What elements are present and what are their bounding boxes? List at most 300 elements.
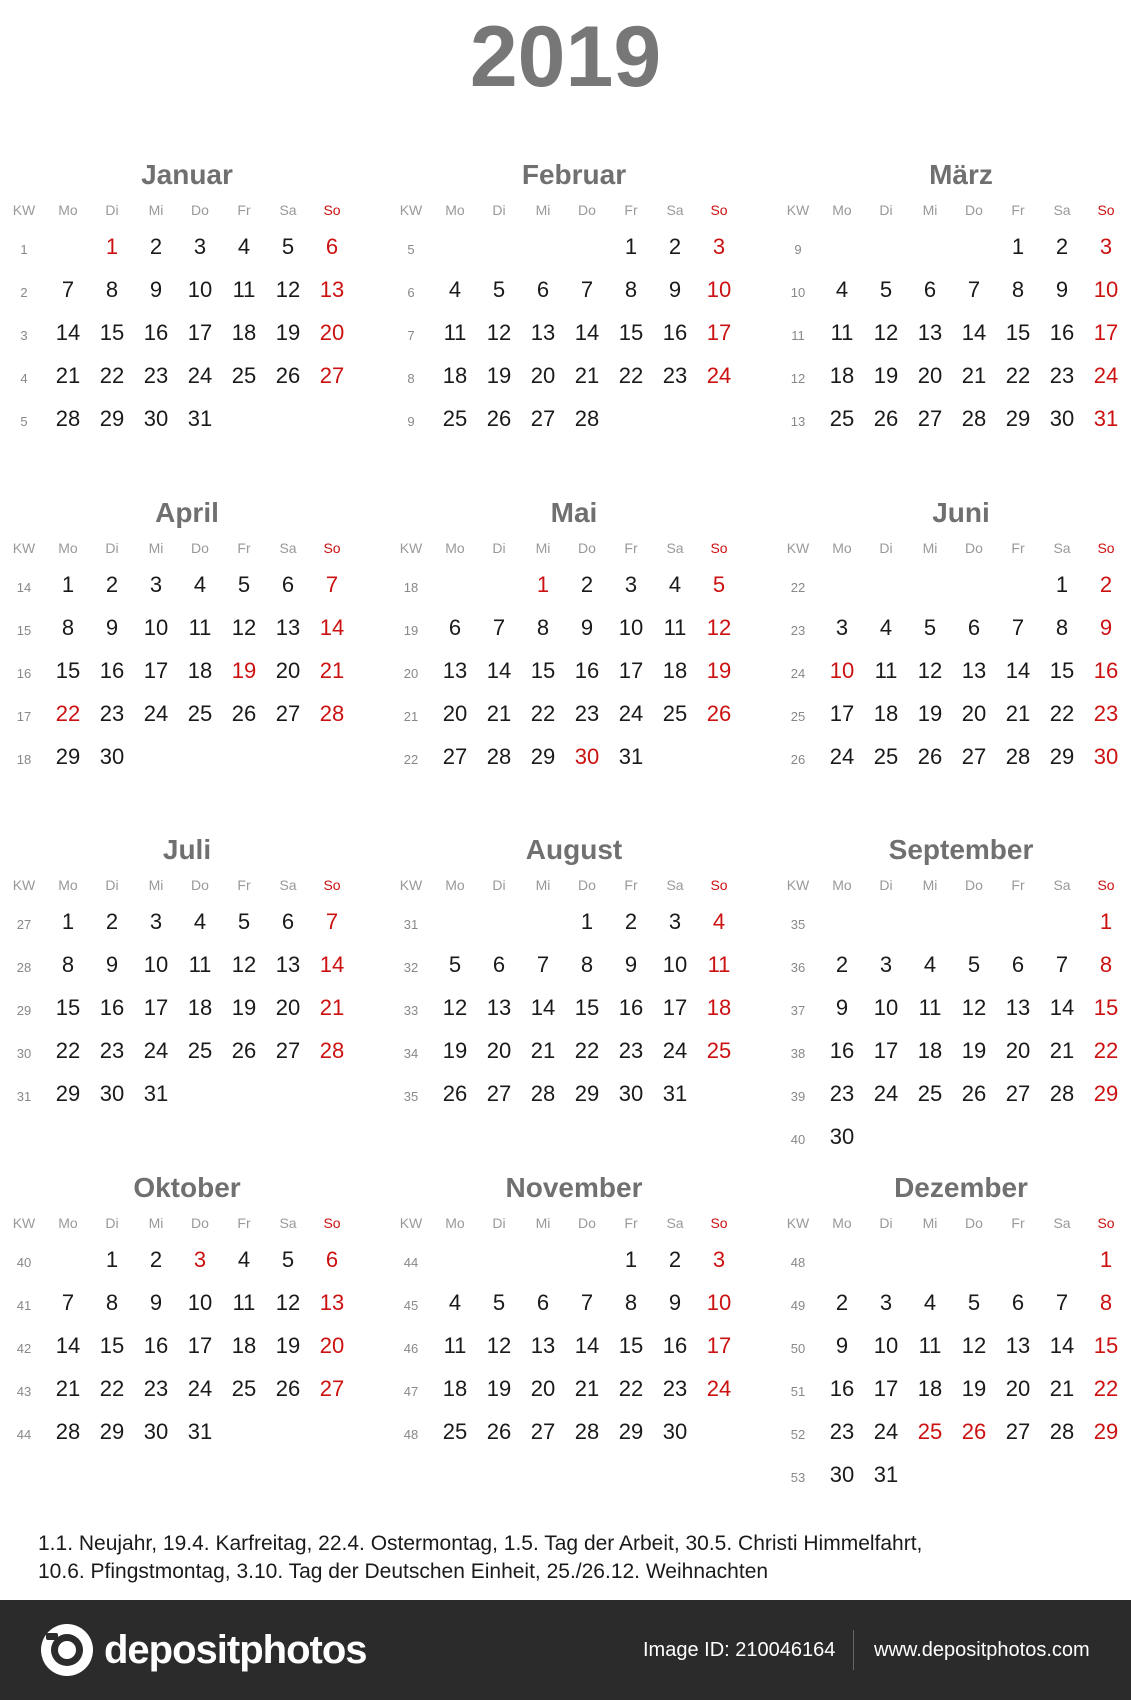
weekday-label: Sa	[279, 877, 297, 893]
day-cell: 20	[1005, 1038, 1031, 1063]
day-cell: 9	[668, 277, 682, 302]
day-cell: 2	[105, 909, 119, 934]
holiday-day-cell: 22	[1093, 1376, 1119, 1401]
day-cell: 25	[187, 1038, 213, 1063]
weekday-label: Sa	[279, 540, 297, 556]
day-cell: 16	[662, 320, 688, 345]
month-name: Februar	[521, 159, 627, 190]
holiday-day-cell: 22	[55, 701, 81, 726]
day-cell: 6	[967, 615, 981, 640]
week-number-header: KW	[12, 202, 36, 218]
day-cell: 1	[580, 909, 594, 934]
day-cell: 9	[580, 615, 594, 640]
day-cell: 15	[55, 658, 81, 683]
day-cell: 28	[574, 406, 600, 431]
week-row	[774, 1075, 1131, 1118]
holiday-day-cell: 29	[1093, 1081, 1119, 1106]
day-cell: 23	[143, 1376, 169, 1401]
day-cell: 17	[187, 1333, 213, 1358]
day-cell: 9	[105, 952, 119, 977]
week-number: 44	[16, 1427, 32, 1442]
day-cell: 16	[1049, 320, 1075, 345]
holiday-day-cell: 1	[1099, 909, 1113, 934]
week-row	[387, 1413, 761, 1456]
day-cell: 17	[829, 701, 855, 726]
weekday-label: Do	[578, 877, 596, 893]
day-cell: 4	[923, 952, 937, 977]
week-row	[387, 228, 761, 271]
weekday-label: Mo	[58, 877, 78, 893]
holiday-day-cell: 18	[706, 995, 732, 1020]
holiday-day-cell: 2	[1099, 572, 1113, 597]
week-number: 3	[20, 328, 28, 343]
week-number-header: KW	[399, 1215, 423, 1231]
holiday-day-cell: 3	[1099, 234, 1113, 259]
day-cell: 11	[918, 1333, 942, 1358]
day-cell: 2	[624, 909, 638, 934]
month-grid	[774, 532, 1131, 781]
week-number: 50	[790, 1341, 806, 1356]
day-cell: 20	[530, 1376, 556, 1401]
weekday-label: Mo	[58, 540, 78, 556]
day-cell: 8	[105, 277, 119, 302]
day-cell: 5	[448, 952, 462, 977]
day-cell: 9	[149, 1290, 163, 1315]
day-cell: 18	[442, 363, 468, 388]
weekday-label: So	[323, 202, 341, 218]
weekday-label: Fr	[624, 1215, 638, 1231]
week-row	[774, 1118, 1131, 1161]
week-number: 40	[16, 1255, 32, 1270]
week-number: 22	[403, 752, 419, 767]
week-number: 26	[790, 752, 806, 767]
day-cell: 19	[486, 363, 512, 388]
day-cell: 14	[55, 320, 81, 345]
day-cell: 28	[55, 1419, 81, 1444]
weekday-label: Fr	[624, 877, 638, 893]
day-cell: 7	[61, 277, 75, 302]
holiday-day-cell: 25	[917, 1419, 943, 1444]
week-row	[774, 1327, 1131, 1370]
day-cell: 22	[55, 1038, 81, 1063]
weekday-label: Do	[191, 540, 209, 556]
day-cell: 28	[574, 1419, 600, 1444]
day-cell: 17	[187, 320, 213, 345]
month-grid	[0, 1207, 374, 1456]
weekday-label: So	[323, 877, 341, 893]
month-grid	[774, 194, 1131, 443]
week-number: 8	[407, 371, 415, 386]
day-cell: 25	[231, 1376, 257, 1401]
day-cell: 22	[1049, 701, 1075, 726]
weekday-label: Mi	[922, 202, 938, 218]
day-cell: 21	[530, 1038, 556, 1063]
weekday-label: Mo	[832, 877, 852, 893]
week-number: 5	[20, 414, 28, 429]
weekday-label: Mo	[832, 1215, 852, 1231]
day-cell: 10	[618, 615, 644, 640]
day-cell: 5	[281, 1247, 295, 1272]
weekday-label: Mi	[922, 877, 938, 893]
day-cell: 21	[1049, 1038, 1075, 1063]
day-cell: 12	[873, 320, 899, 345]
holiday-day-cell: 17	[706, 1333, 732, 1358]
holiday-day-cell: 24	[1093, 363, 1119, 388]
day-cell: 31	[618, 744, 644, 769]
day-cell: 6	[281, 909, 295, 934]
month-name: November	[505, 1172, 643, 1203]
weekday-label: Sa	[279, 1215, 297, 1231]
day-cell: 27	[486, 1081, 512, 1106]
day-cell: 23	[574, 701, 600, 726]
week-row	[0, 652, 374, 695]
day-cell: 10	[187, 1290, 213, 1315]
weekday-label: Fr	[624, 202, 638, 218]
day-cell: 18	[662, 658, 688, 683]
month-name: Mai	[550, 497, 598, 528]
weekday-label: Mo	[445, 1215, 465, 1231]
day-cell: 16	[143, 320, 169, 345]
week-row	[0, 1284, 374, 1327]
day-cell: 24	[829, 744, 855, 769]
holiday-day-cell: 30	[574, 744, 600, 769]
month-name: Januar	[141, 159, 233, 190]
week-number: 42	[16, 1341, 32, 1356]
day-cell: 14	[1049, 1333, 1075, 1358]
week-row	[0, 357, 374, 400]
day-cell: 29	[99, 406, 125, 431]
day-cell: 2	[835, 1290, 849, 1315]
weekday-label: So	[710, 877, 728, 893]
day-cell: 17	[618, 658, 644, 683]
day-cell: 21	[574, 1376, 600, 1401]
weekday-label: Di	[105, 877, 119, 893]
month-2	[387, 158, 761, 478]
weekday-label: Sa	[666, 540, 684, 556]
week-number: 52	[790, 1427, 806, 1442]
day-cell: 1	[1055, 572, 1069, 597]
week-row	[0, 271, 374, 314]
week-number: 6	[407, 285, 415, 300]
month-grid	[774, 869, 1131, 1161]
week-row	[387, 1032, 761, 1075]
week-row	[387, 314, 761, 357]
week-row	[0, 1075, 374, 1118]
day-cell: 4	[237, 234, 251, 259]
day-cell: 7	[492, 615, 506, 640]
month-grid	[0, 532, 374, 781]
day-cell: 3	[149, 572, 163, 597]
day-cell: 11	[830, 320, 854, 345]
day-cell: 23	[662, 1376, 688, 1401]
holiday-day-cell: 20	[319, 320, 345, 345]
day-cell: 15	[99, 1333, 125, 1358]
week-row	[387, 1370, 761, 1413]
day-cell: 10	[662, 952, 688, 977]
day-cell: 1	[624, 234, 638, 259]
day-cell: 26	[275, 1376, 301, 1401]
day-cell: 13	[530, 1333, 556, 1358]
day-cell: 15	[530, 658, 556, 683]
week-number: 2	[20, 285, 28, 300]
weekday-label: Sa	[1053, 1215, 1071, 1231]
week-row	[387, 946, 761, 989]
day-cell: 31	[873, 1462, 899, 1487]
day-cell: 23	[618, 1038, 644, 1063]
month-name: Juli	[162, 834, 212, 865]
week-number: 9	[407, 414, 415, 429]
weekday-label: Di	[879, 877, 893, 893]
day-cell: 13	[275, 952, 301, 977]
week-number-header: KW	[12, 540, 36, 556]
day-cell: 25	[442, 1419, 468, 1444]
week-number: 17	[16, 709, 32, 724]
month-6	[774, 496, 1131, 816]
day-cell: 23	[99, 1038, 125, 1063]
holiday-day-cell: 20	[319, 1333, 345, 1358]
day-cell: 30	[143, 406, 169, 431]
day-cell: 9	[1055, 277, 1069, 302]
day-cell: 18	[187, 658, 213, 683]
week-number-header: KW	[12, 1215, 36, 1231]
day-cell: 21	[961, 363, 987, 388]
day-cell: 2	[105, 572, 119, 597]
day-cell: 7	[967, 277, 981, 302]
day-cell: 15	[618, 1333, 644, 1358]
day-cell: 12	[961, 1333, 987, 1358]
day-cell: 23	[829, 1419, 855, 1444]
week-number: 20	[403, 666, 419, 681]
weekday-label: Fr	[237, 540, 251, 556]
day-cell: 29	[55, 744, 81, 769]
footer-bar	[0, 1600, 1131, 1700]
weekday-label: So	[323, 1215, 341, 1231]
day-cell: 4	[193, 572, 207, 597]
day-cell: 9	[668, 1290, 682, 1315]
holiday-day-cell: 8	[1099, 952, 1113, 977]
weekday-label: Do	[965, 202, 983, 218]
day-cell: 21	[1049, 1376, 1075, 1401]
weekday-label: Di	[105, 202, 119, 218]
weekday-label: Di	[492, 877, 506, 893]
weekday-label: So	[323, 540, 341, 556]
month-name: August	[525, 834, 623, 865]
day-cell: 28	[1005, 744, 1031, 769]
holiday-day-cell: 28	[319, 1038, 345, 1063]
day-cell: 9	[835, 1333, 849, 1358]
week-row	[387, 400, 761, 443]
day-cell: 30	[99, 744, 125, 769]
week-number: 51	[790, 1384, 806, 1399]
day-cell: 7	[536, 952, 550, 977]
week-number-header: KW	[786, 877, 810, 893]
week-row	[0, 695, 374, 738]
week-number: 32	[403, 960, 419, 975]
weekday-label: Fr	[1011, 540, 1025, 556]
day-cell: 26	[873, 406, 899, 431]
holiday-day-cell: 1	[1099, 1247, 1113, 1272]
day-cell: 14	[574, 1333, 600, 1358]
week-row	[0, 1413, 374, 1456]
day-cell: 11	[188, 952, 212, 977]
day-cell: 14	[1049, 995, 1075, 1020]
day-cell: 8	[580, 952, 594, 977]
weekday-header	[774, 869, 1131, 903]
week-number: 48	[403, 1427, 419, 1442]
holiday-day-cell: 1	[105, 234, 119, 259]
month-name: September	[888, 834, 1034, 865]
holiday-day-cell: 5	[712, 572, 726, 597]
week-number-header: KW	[786, 540, 810, 556]
weekday-label: Fr	[624, 540, 638, 556]
day-cell: 13	[486, 995, 512, 1020]
day-cell: 21	[1005, 701, 1031, 726]
day-cell: 11	[918, 995, 942, 1020]
week-number: 29	[16, 1003, 32, 1018]
day-cell: 30	[143, 1419, 169, 1444]
weekday-label: Mi	[922, 1215, 938, 1231]
week-row	[774, 652, 1131, 695]
day-cell: 1	[105, 1247, 119, 1272]
holiday-day-cell: 29	[1093, 1419, 1119, 1444]
week-row	[774, 314, 1131, 357]
holiday-day-cell: 27	[319, 1376, 345, 1401]
day-cell: 24	[187, 1376, 213, 1401]
holiday-day-cell: 27	[319, 363, 345, 388]
day-cell: 4	[193, 909, 207, 934]
week-row	[0, 400, 374, 443]
week-row	[387, 566, 761, 609]
week-number: 30	[16, 1046, 32, 1061]
holiday-day-cell: 17	[706, 320, 732, 345]
day-cell: 3	[193, 234, 207, 259]
weekday-header	[774, 532, 1131, 566]
week-number: 34	[403, 1046, 419, 1061]
day-cell: 15	[55, 995, 81, 1020]
day-cell: 19	[961, 1038, 987, 1063]
week-number: 18	[16, 752, 32, 767]
weekday-label: Di	[105, 540, 119, 556]
month-name: Oktober	[133, 1172, 241, 1203]
day-cell: 4	[448, 1290, 462, 1315]
week-number: 18	[403, 580, 419, 595]
month-4	[0, 496, 374, 816]
holiday-day-cell: 4	[712, 909, 726, 934]
month-9	[774, 833, 1131, 1153]
day-cell: 18	[231, 1333, 257, 1358]
weekday-label: So	[1097, 202, 1115, 218]
weekday-label: Fr	[237, 1215, 251, 1231]
month-grid	[387, 194, 761, 443]
weekday-header	[774, 194, 1131, 228]
holiday-day-cell: 16	[1093, 658, 1119, 683]
day-cell: 6	[923, 277, 937, 302]
day-cell: 2	[835, 952, 849, 977]
day-cell: 29	[99, 1419, 125, 1444]
day-cell: 20	[917, 363, 943, 388]
week-number: 14	[16, 580, 32, 595]
image-id-label: Image ID: 210046164	[643, 1639, 836, 1661]
weekday-label: So	[1097, 1215, 1115, 1231]
weekday-header	[387, 532, 761, 566]
week-number: 12	[790, 371, 806, 386]
weekday-label: Mo	[58, 202, 78, 218]
month-12	[774, 1171, 1131, 1491]
holiday-day-cell: 23	[1093, 701, 1119, 726]
week-row	[387, 738, 761, 781]
day-cell: 22	[530, 701, 556, 726]
holiday-day-cell: 7	[325, 909, 339, 934]
weekday-label: Di	[492, 540, 506, 556]
day-cell: 13	[917, 320, 943, 345]
day-cell: 17	[143, 658, 169, 683]
week-row	[0, 228, 374, 271]
day-cell: 3	[879, 1290, 893, 1315]
day-cell: 19	[917, 701, 943, 726]
day-cell: 30	[99, 1081, 125, 1106]
holiday-legend-line: 1.1. Neujahr, 19.4. Karfreitag, 22.4. Ostermontag, 1.5. Tag der Arbeit, 30.5. Christi Himmelfahrt,	[38, 1532, 923, 1555]
day-cell: 9	[624, 952, 638, 977]
day-cell: 5	[967, 1290, 981, 1315]
day-cell: 7	[580, 277, 594, 302]
weekday-label: Sa	[279, 202, 297, 218]
camera-logo-icon	[40, 1623, 94, 1677]
week-row	[774, 946, 1131, 989]
day-cell: 2	[149, 1247, 163, 1272]
holiday-day-cell: 26	[961, 1419, 987, 1444]
day-cell: 12	[275, 277, 301, 302]
day-cell: 16	[99, 658, 125, 683]
weekday-label: Di	[492, 202, 506, 218]
day-cell: 14	[1005, 658, 1031, 683]
week-row	[387, 1327, 761, 1370]
day-cell: 11	[874, 658, 898, 683]
day-cell: 20	[275, 995, 301, 1020]
weekday-label: So	[710, 1215, 728, 1231]
day-cell: 6	[281, 572, 295, 597]
day-cell: 16	[829, 1038, 855, 1063]
week-row	[0, 946, 374, 989]
day-cell: 20	[530, 363, 556, 388]
week-number: 21	[403, 709, 419, 724]
weekday-label: Mi	[922, 540, 938, 556]
day-cell: 19	[486, 1376, 512, 1401]
day-cell: 17	[662, 995, 688, 1020]
holiday-legend	[38, 1530, 1118, 1586]
day-cell: 16	[618, 995, 644, 1020]
week-number: 5	[407, 242, 415, 257]
week-row	[774, 1413, 1131, 1456]
day-cell: 26	[442, 1081, 468, 1106]
month-grid	[387, 869, 761, 1118]
weekday-label: Do	[191, 202, 209, 218]
holiday-day-cell: 7	[325, 572, 339, 597]
day-cell: 3	[149, 909, 163, 934]
day-cell: 27	[530, 406, 556, 431]
day-cell: 18	[917, 1376, 943, 1401]
day-cell: 27	[917, 406, 943, 431]
weekday-header	[0, 1207, 374, 1241]
day-cell: 29	[1005, 406, 1031, 431]
day-cell: 21	[55, 1376, 81, 1401]
day-cell: 29	[574, 1081, 600, 1106]
weekday-label: Sa	[666, 877, 684, 893]
holiday-day-cell: 19	[706, 658, 732, 683]
week-row	[0, 1032, 374, 1075]
weekday-label: Do	[578, 540, 596, 556]
week-row	[387, 1075, 761, 1118]
day-cell: 10	[873, 1333, 899, 1358]
